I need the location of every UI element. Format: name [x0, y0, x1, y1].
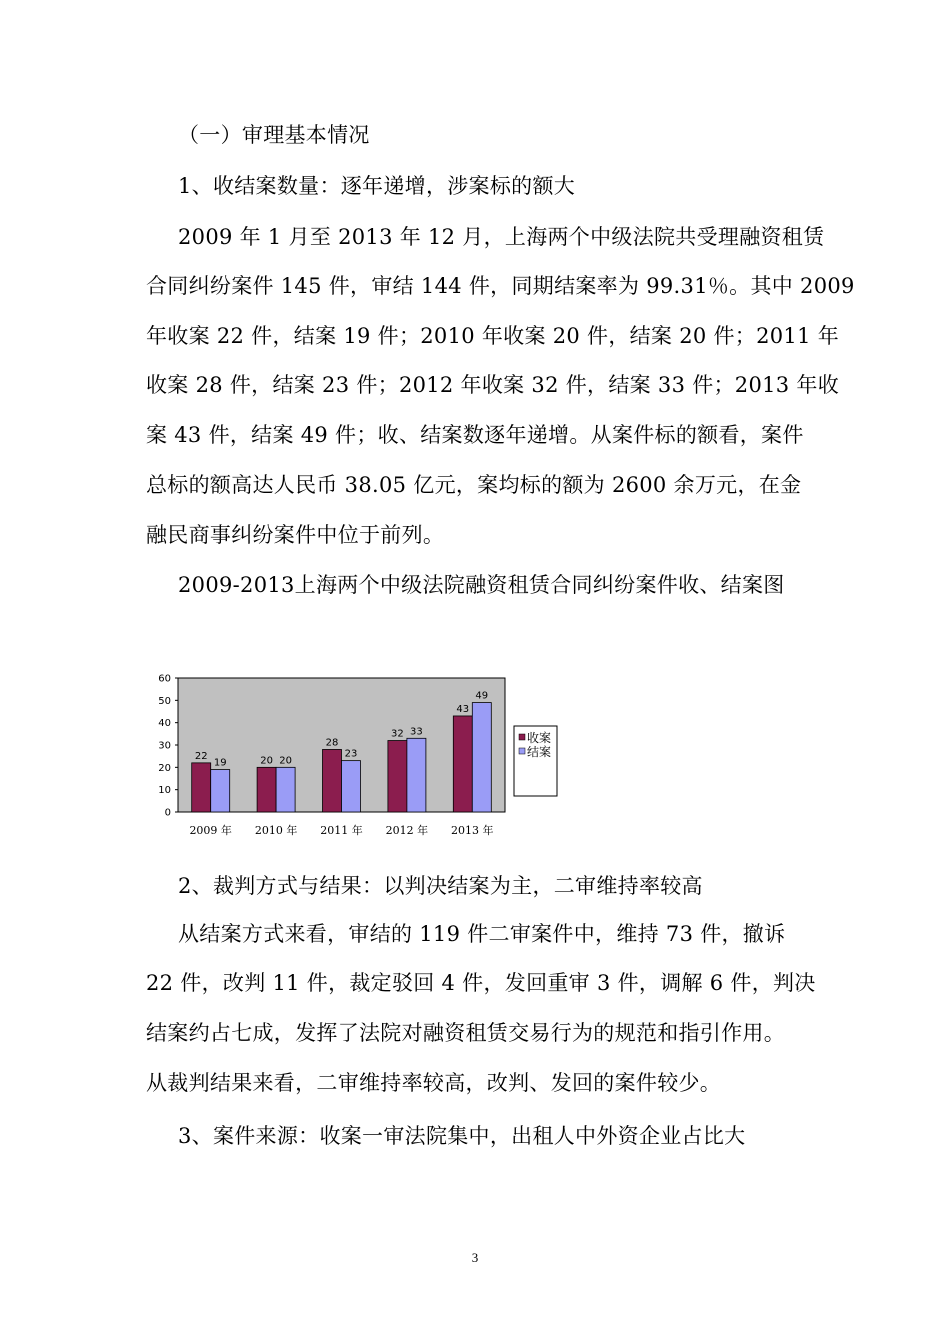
x-tick-label: 2009 年	[189, 824, 232, 837]
x-tick-label: 2013 年	[451, 824, 494, 837]
chart-caption: 2009-2013上海两个中级法院融资租赁合同纠纷案件收、结案图	[178, 573, 785, 597]
case-bar-chart	[148, 663, 568, 843]
bar-received	[323, 749, 342, 812]
bar-closed	[276, 767, 295, 812]
paragraph-line: 总标的额高达人民币 38.05 亿元，案均标的额为 2600 余万元，在金	[146, 473, 802, 497]
x-tick-label: 2010 年	[254, 824, 298, 837]
bar-closed	[211, 770, 230, 812]
paragraph-line: 融民商事纠纷案件中位于前列。	[146, 523, 445, 547]
data-label: 49	[475, 690, 489, 702]
data-label: 20	[260, 755, 273, 767]
data-label: 23	[344, 748, 358, 760]
bar-received	[192, 763, 211, 812]
paragraph-line: 2009 年 1 月至 2013 年 12 月，上海两个中级法院共受理融资租赁	[178, 225, 825, 249]
y-tick-label: 60	[158, 673, 171, 685]
legend-label: 结案	[527, 745, 552, 759]
y-tick-label: 30	[158, 740, 171, 752]
section-heading: （一）审理基本情况	[178, 123, 370, 147]
bar-closed	[472, 703, 491, 812]
y-tick-label: 10	[158, 785, 171, 797]
data-label: 22	[194, 750, 208, 762]
legend-label: 收案	[527, 731, 552, 745]
paragraph-line: 从裁判结果来看，二审维持率较高，改判、发回的案件较少。	[146, 1071, 722, 1095]
legend-swatch	[519, 748, 525, 754]
y-tick-label: 0	[164, 807, 171, 819]
bar-received	[257, 767, 276, 812]
subheading-judgment-method: 2、裁判方式与结果：以判决结案为主，二审维持率较高	[178, 874, 703, 898]
data-label: 19	[213, 757, 227, 769]
bar-received	[453, 716, 472, 812]
bar-closed	[407, 738, 426, 812]
subheading-case-source: 3、案件来源：收案一审法院集中，出租人中外资企业占比大	[178, 1124, 746, 1148]
bar-closed	[342, 761, 361, 812]
subheading-case-volume: 1、收结案数量：逐年递增，涉案标的额大	[178, 174, 576, 198]
x-tick-label: 2012 年	[385, 824, 429, 837]
bar-received	[388, 741, 407, 812]
paragraph-line: 案 43 件，结案 49 件；收、结案数逐年递增。从案件标的额看，案件	[146, 423, 804, 447]
paragraph-line: 合同纠纷案件 145 件，审结 144 件，同期结案率为 99.31％。其中 2009	[146, 274, 855, 298]
paragraph-line: 从结案方式来看，审结的 119 件二审案件中，维持 73 件，撤诉	[178, 922, 786, 946]
paragraph-line: 收案 28 件，结案 23 件；2012 年收案 32 件，结案 33 件；2013 年收	[146, 373, 840, 397]
paragraph-line: 年收案 22 件，结案 19 件；2010 年收案 20 件，结案 20 件；2011 年	[146, 324, 840, 348]
chart-svg	[148, 663, 568, 843]
y-tick-label: 40	[158, 718, 171, 730]
data-label: 43	[456, 703, 470, 715]
page-number: 3	[471, 1250, 479, 1265]
y-tick-label: 20	[158, 762, 171, 774]
legend-swatch	[519, 734, 525, 740]
paragraph-line: 结案约占七成，发挥了法院对融资租赁交易行为的规范和指引作用。	[146, 1021, 785, 1045]
data-label: 33	[410, 726, 423, 738]
data-label: 32	[391, 728, 404, 740]
paragraph-line: 22 件，改判 11 件，裁定驳回 4 件，发回重审 3 件，调解 6 件，判决	[146, 971, 816, 995]
data-label: 28	[325, 737, 339, 749]
data-label: 20	[279, 755, 292, 767]
x-tick-label: 2011 年	[320, 824, 363, 837]
y-tick-label: 50	[158, 695, 171, 707]
